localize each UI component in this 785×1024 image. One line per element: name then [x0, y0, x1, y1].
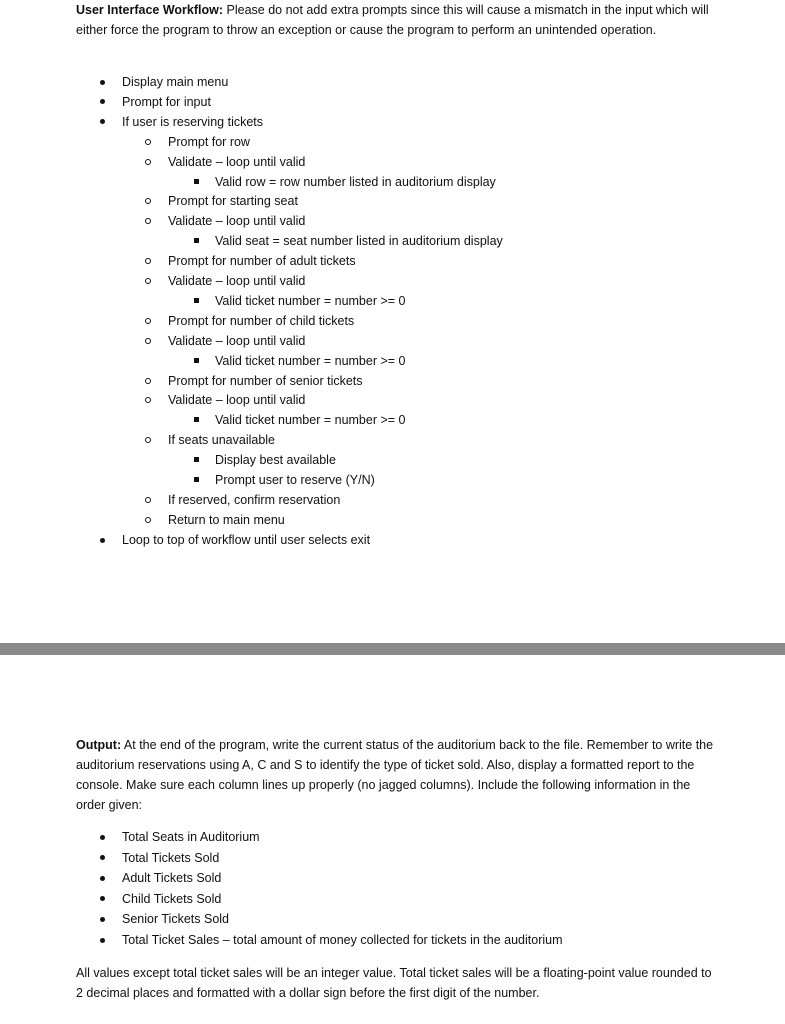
list-item-text: Prompt for number of child tickets [168, 313, 355, 328]
list-item-text: Valid seat = seat number listed in auditorium display [215, 234, 503, 249]
circle-bullet-icon [145, 338, 151, 344]
list-item-text: Validate – loop until valid [168, 154, 306, 169]
list-item-text: Display main menu [122, 75, 229, 89]
square-bullet-icon [194, 477, 199, 482]
list-item-text: Total Seats in Auditorium [122, 830, 260, 844]
list-item-text: If reserved, confirm reservation [168, 492, 341, 507]
output-heading: Output: [76, 738, 122, 752]
page-separator [0, 643, 785, 655]
square-bullet-icon [194, 298, 199, 303]
circle-bullet-icon [145, 437, 151, 443]
list-item-text: Display best available [215, 453, 336, 468]
disc-bullet-icon [100, 538, 105, 543]
list-item-text: Valid ticket number = number >= 0 [215, 293, 406, 308]
disc-bullet-icon [100, 938, 105, 943]
list-item-text: Validate – loop until valid [168, 214, 306, 229]
list-item-text: Prompt user to reserve (Y/N) [215, 473, 375, 487]
circle-bullet-icon [145, 159, 151, 165]
circle-bullet-icon [145, 497, 151, 503]
list-item-text: Validate – loop until valid [168, 274, 306, 288]
disc-bullet-icon [100, 917, 105, 922]
circle-bullet-icon [145, 218, 151, 224]
square-bullet-icon [194, 179, 199, 184]
list-item-text: Prompt for number of senior tickets [168, 373, 363, 388]
circle-bullet-icon [145, 278, 151, 284]
disc-bullet-icon [100, 119, 105, 124]
list-item-text: Validate – loop until valid [168, 393, 306, 408]
workflow-paragraph [76, 0, 716, 40]
disc-bullet-icon [100, 876, 105, 881]
circle-bullet-icon [145, 258, 151, 264]
circle-bullet-icon [145, 378, 151, 384]
workflow-heading: User Interface Workflow: [76, 3, 224, 17]
circle-bullet-icon [145, 517, 151, 523]
list-item-text: Total Ticket Sales – total amount of money collected for tickets in the auditorium [122, 933, 563, 947]
list-item-text: Child Tickets Sold [122, 891, 222, 906]
list-item-text: Valid ticket number = number >= 0 [215, 413, 406, 428]
list-item-text: Valid ticket number = number >= 0 [215, 353, 406, 368]
list-item-text: If seats unavailable [168, 433, 276, 448]
disc-bullet-icon [100, 896, 105, 901]
list-item-text: Loop to top of workflow until user selects exit [122, 533, 371, 548]
square-bullet-icon [194, 417, 199, 422]
output-intro: At the end of the program, write the current status of the auditorium back to the file. Remember to write the auditorium reservations using A, C and S to identify the type of ticket sold. Also, display a formatted report to the console. Make sure each column lines up properly (no jagged columns). Include the following information in the order given: [76, 738, 714, 812]
square-bullet-icon [194, 358, 199, 363]
square-bullet-icon [194, 238, 199, 243]
closing-paragraph: All values except total ticket sales will be an integer value. Total ticket sales will be a floating-point value rounded to 2 decimal places and formatted with a dollar sign before the first digit of the number. [76, 966, 712, 1000]
list-item-text: Senior Tickets Sold [122, 912, 229, 927]
disc-bullet-icon [100, 835, 105, 840]
list-item-text: Prompt for starting seat [168, 194, 298, 209]
list-item-text: Validate – loop until valid [168, 333, 306, 348]
disc-bullet-icon [100, 855, 105, 860]
circle-bullet-icon [145, 198, 151, 204]
circle-bullet-icon [145, 318, 151, 324]
list-item-text: Prompt for input [122, 94, 211, 109]
list-item-text: Return to main menu [168, 512, 285, 527]
square-bullet-icon [194, 457, 199, 462]
disc-bullet-icon [100, 80, 105, 85]
document-page-2 [0, 655, 785, 1024]
list-item-text: If user is reserving tickets [122, 114, 264, 129]
list-item-text: Adult Tickets Sold [122, 871, 222, 886]
output-paragraph [76, 735, 716, 815]
disc-bullet-icon [100, 99, 105, 104]
list-item-text: Prompt for row [168, 134, 250, 149]
workflow-intro: Please do not add extra prompts since this will cause a mismatch in the input which will either force the program to throw an exception or cause the program to perform an unintended operation. [76, 3, 709, 37]
circle-bullet-icon [145, 139, 151, 145]
circle-bullet-icon [145, 397, 151, 403]
list-item-text: Valid row = row number listed in auditorium display [215, 174, 496, 189]
list-item-text: Total Tickets Sold [122, 850, 220, 865]
list-item-text: Prompt for number of adult tickets [168, 254, 356, 269]
